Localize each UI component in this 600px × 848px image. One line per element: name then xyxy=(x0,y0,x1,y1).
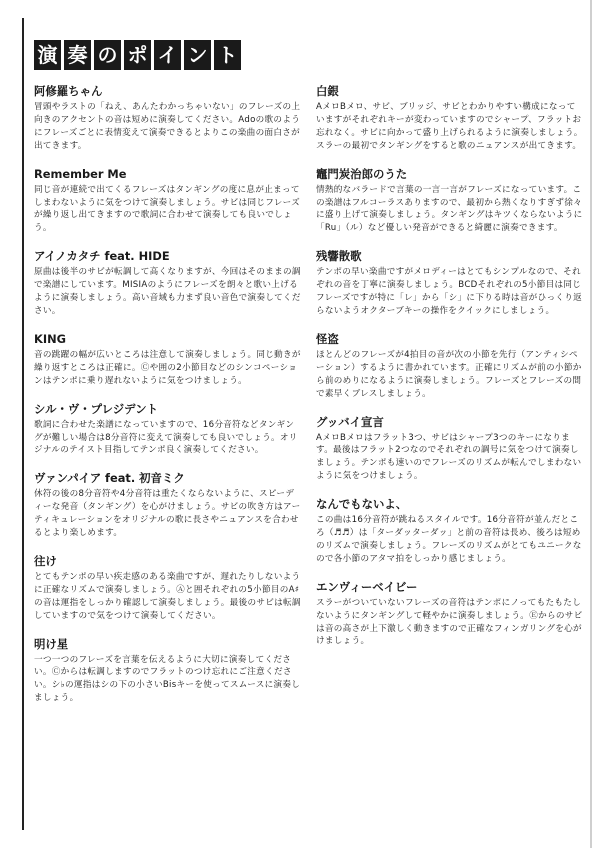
song-section xyxy=(34,332,302,388)
song-notes: 冒頭やラストの「ねえ、あんたわかっちゃいない」のフレーズの上向きのアクセントの音は短めに演奏してください。Adoの歌のようにフレーズごとに表情変えて演奏できるとよりこの楽曲の面白さが出てきます。 xyxy=(34,102,301,151)
song-title: なんでもないよ、 xyxy=(316,497,408,512)
song-section xyxy=(34,167,302,236)
title-char: ポ xyxy=(124,40,151,70)
title-char: 奏 xyxy=(64,40,91,70)
title-char: ン xyxy=(184,40,211,70)
song-notes: ほとんどのフレーズが4拍目の音が次の小節を先行（アンティシペーション）するように書かれています。正確にリズムが前の小節から前のめりになるように演奏しましょう。フレーズとフレーズの間で素早くブレスしましょう。 xyxy=(316,349,582,399)
song-section xyxy=(34,471,302,540)
song-notes: この曲は16分音符が跳ねるスタイルです。16分音符が並んだところ（♬♬）は「ターダッターダッ」と前の音符は長め、後ろは短めのリズムで演奏しましょう。フレーズのリズムがとてもユニークなので各小節のアタマ拍をしっかり感じましょう。 xyxy=(316,515,582,564)
song-title: 白銀 xyxy=(316,84,339,98)
song-notes: スラーがついていないフレーズの音符はテンポにノってもたもたしないようにタンギングして軽やかに演奏しましょう。Ⓔからのサビは音の高さが上下激しく動きますので正確なフィンガリングを心がけましょう。 xyxy=(316,597,583,647)
song-section xyxy=(316,497,584,566)
song-section xyxy=(316,167,584,236)
song-title: 怪盗 xyxy=(316,331,339,346)
song-title: Remember Me xyxy=(34,166,127,181)
song-notes: とてもテンポの早い疾走感のある楽曲ですが、遅れたりしないように正確なリズムで演奏しましょう。Ⓐと囲それぞれの5小節目のA♯の音は運指をしっかり確認して演奏しましょう。最後のサビは転調していますので気をつけて演奏してください。 xyxy=(34,571,301,621)
page-title xyxy=(34,40,244,72)
song-title: アイノカタチ feat. HIDE xyxy=(34,249,170,264)
song-section xyxy=(34,554,302,623)
song-title: 明け星 xyxy=(34,636,69,651)
song-section xyxy=(316,332,584,401)
song-title: ヴァンパイア feat. 初音ミク xyxy=(34,471,185,486)
song-notes: 休符の後の8分音符や4分音符は重たくならないように、スピーディーな発音（タンギング）を心がけましょう。サビの吹き方はアーティキュレーションをオリジナルの歌に長さやニュアンスを合わせるとより楽しめます。 xyxy=(34,489,301,539)
song-title: エンヴィーベイビー xyxy=(316,579,418,594)
song-section xyxy=(316,580,584,649)
song-notes: 同じ音が連続で出てくるフレーズはタンギングの度に息が止まってしまわないように気をつけて演奏しましょう。サビは同じフレーズが繰り返し出てきますので歌詞に合わせて演奏しても良いでしょう。 xyxy=(34,184,301,234)
song-title: 往け xyxy=(34,553,57,568)
song-title: KING xyxy=(34,331,66,346)
song-section xyxy=(316,415,584,484)
song-notes: 歌詞に合わせた楽譜になっていますので、16分音符などタンギングが難しい場合は8分音符に変えて演奏しても良いでしょう。オリジナルのテイスト目指してテンポ良く演奏してください。 xyxy=(34,419,298,456)
song-title: シル・ヴ・プレジデント xyxy=(34,401,159,416)
song-section xyxy=(34,84,302,153)
song-notes: テンポの早い楽曲ですがメロディーはとてもシンプルなので、それぞれの音を丁寧に演奏しましょう。BCDそれぞれの5小節目は同じフレーズですが特に「レ」から「シ」に下りる時は音がひっくり返らないようオクターブキーの操作をクイックにしましょう。 xyxy=(316,267,583,316)
song-title: グッバイ宣言 xyxy=(316,414,384,429)
song-notes: 原曲は後半のサビが転調して高くなりますが、今回はそのままの調で楽譜にしています。MISIAのようにフレーズを朗々と歌い上げるように演奏しましょう。高い音域も力まず良い音色で演奏してください。 xyxy=(34,267,301,316)
song-section xyxy=(316,84,584,153)
right-column xyxy=(316,84,584,662)
title-char: ト xyxy=(214,40,241,70)
song-title: 阿修羅ちゃん xyxy=(34,84,103,98)
title-char: イ xyxy=(154,40,181,70)
song-section xyxy=(34,249,302,318)
left-border-line xyxy=(22,18,24,830)
song-notes: 一つ一つのフレーズを言葉を伝えるように大切に演奏してください。Ⓒからは転調しますのでフラットのつけ忘れにご注意ください。シ♭の運指はシの下の小さいBisキーを使ってスムースに演奏しましょう。 xyxy=(34,654,301,704)
song-title: 竈門炭治郎のうた xyxy=(316,166,408,181)
song-notes: 音の跳躍の幅が広いところは注意して演奏しましょう。同じ動きが繰り返すところは正確に。Ⓒや囲の2小節目などのシンコペーションはテンポに乗り遅れないように気をつけましょう。 xyxy=(34,349,301,386)
song-notes: 情熱的なバラードで言葉の一言一言がフレーズになっています。この楽譜はフルコーラスありますので、最初から熱くなりすぎず徐々に盛り上げて演奏しましょう。タンギングはキツくならないように「Ru」（ル）など優しい発音ができると綺麗に演奏できます。 xyxy=(316,184,583,234)
left-column xyxy=(34,84,302,719)
song-notes: AメロBメロ、サビ、ブリッジ、サビとわかりやすい構成になっていますがそれぞれキーが変わっていますのでシャープ、フラットお忘れなく。サビに向かって盛り上げられるように演奏しましょう。スラーの最初でタンギングをすると歌のニュアンスが出てきます。 xyxy=(316,102,583,151)
right-edge-line xyxy=(590,0,592,848)
song-section xyxy=(316,249,584,318)
song-title: 残響散歌 xyxy=(316,249,362,264)
title-char: 演 xyxy=(34,40,61,70)
song-section xyxy=(34,637,302,706)
song-section xyxy=(34,402,302,458)
song-notes: AメロBメロはフラット3つ、サビはシャープ3つのキーになります。最後はフラット2つなのでそれぞれの調号に気をつけて演奏しましょう。テンポも速いのでフレーズのリズムが転んでしまわないように気をつけましょう。 xyxy=(316,432,582,482)
title-char: の xyxy=(94,40,121,70)
